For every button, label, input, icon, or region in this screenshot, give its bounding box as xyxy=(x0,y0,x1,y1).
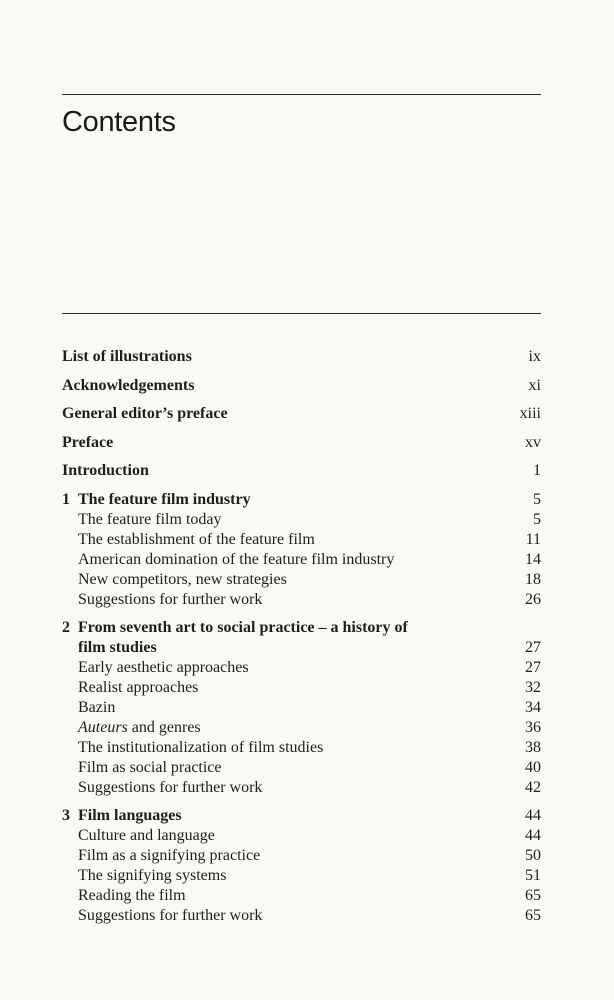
toc-entry-introduction xyxy=(62,461,541,490)
top-rule xyxy=(62,94,541,95)
section-title: Suggestions for further work xyxy=(78,906,263,924)
toc-section xyxy=(62,758,541,778)
section-page: 34 xyxy=(525,698,541,716)
chapter-3-heading xyxy=(62,806,541,826)
section-title: The feature film today xyxy=(78,510,222,528)
toc-entry-page: 1 xyxy=(533,462,541,479)
toc-section xyxy=(62,698,541,718)
table-of-contents xyxy=(62,347,541,926)
chapter-2-heading-line1 xyxy=(62,618,541,638)
section-page: 32 xyxy=(525,678,541,696)
section-title: Bazin xyxy=(78,698,116,716)
section-page: 26 xyxy=(525,590,541,608)
section-title: Film as a signifying practice xyxy=(78,846,261,864)
section-page: 44 xyxy=(525,826,541,844)
divider-rule xyxy=(62,313,541,314)
toc-entry-acknowledgements xyxy=(62,376,541,405)
toc-section xyxy=(62,866,541,886)
section-title: Reading the film xyxy=(78,886,186,904)
section-page: 27 xyxy=(525,658,541,676)
section-page: 50 xyxy=(525,846,541,864)
section-page: 65 xyxy=(525,886,541,904)
toc-section xyxy=(62,738,541,758)
section-title: Early aesthetic approaches xyxy=(78,658,249,676)
section-title: Suggestions for further work xyxy=(78,590,263,608)
toc-entry-preface xyxy=(62,433,541,462)
section-page: 36 xyxy=(525,718,541,736)
toc-entry-title: Acknowledgements xyxy=(62,376,195,394)
toc-section xyxy=(62,778,541,798)
section-page: 14 xyxy=(525,550,541,568)
toc-section xyxy=(62,678,541,698)
toc-section xyxy=(62,570,541,590)
toc-entry-page: xv xyxy=(525,433,541,451)
section-page: 51 xyxy=(525,866,541,884)
section-title-italic: Auteurs xyxy=(78,718,128,736)
toc-section xyxy=(62,826,541,846)
chapter-page: 27 xyxy=(525,638,541,656)
chapter-title: Film languages xyxy=(78,806,182,824)
section-page: 65 xyxy=(525,906,541,924)
section-page: 40 xyxy=(525,758,541,776)
section-title: New competitors, new strategies xyxy=(78,570,287,588)
section-title: The signifying systems xyxy=(78,866,227,884)
section-page: 5 xyxy=(533,510,541,528)
section-page: 38 xyxy=(525,738,541,756)
section-title: American domination of the feature film industry xyxy=(78,550,395,568)
toc-entry-title: Introduction xyxy=(62,462,149,479)
chapter-number: 1 xyxy=(62,490,70,508)
toc-entry-title: Preface xyxy=(62,433,114,451)
toc-entry-page: ix xyxy=(528,348,541,365)
toc-section xyxy=(62,846,541,866)
chapter-title: From seventh art to social practice – a history of xyxy=(78,618,408,636)
toc-entry-general-editors-preface xyxy=(62,404,541,433)
toc-section xyxy=(62,530,541,550)
chapter-1-heading xyxy=(62,490,541,510)
chapter-title-continued: film studies xyxy=(78,638,157,656)
toc-entry-title: List of illustrations xyxy=(62,348,192,365)
section-page: 11 xyxy=(525,530,541,548)
chapter-number: 3 xyxy=(62,806,70,824)
section-title: Culture and language xyxy=(78,826,215,844)
toc-entry-page: xiii xyxy=(519,405,541,422)
chapter-page: 44 xyxy=(525,806,541,824)
section-title: Realist approaches xyxy=(78,678,199,696)
section-page: 42 xyxy=(525,778,541,796)
section-title: The institutionalization of film studies xyxy=(78,738,324,756)
toc-section xyxy=(62,658,541,678)
section-title: Film as social practice xyxy=(78,758,222,776)
section-title: Suggestions for further work xyxy=(78,778,263,796)
section-title: The establishment of the feature film xyxy=(78,530,315,548)
chapter-2-heading-line2 xyxy=(62,638,541,658)
toc-entry-illustrations xyxy=(62,347,541,376)
toc-section xyxy=(62,510,541,530)
toc-entry-title: General editor’s preface xyxy=(62,405,228,422)
toc-section xyxy=(62,718,541,738)
toc-section xyxy=(62,550,541,570)
toc-section xyxy=(62,590,541,610)
toc-section xyxy=(62,906,541,926)
chapter-number: 2 xyxy=(62,618,70,636)
page-title: Contents xyxy=(62,106,176,138)
section-page: 18 xyxy=(525,570,541,588)
section-title: and genres xyxy=(127,718,201,736)
chapter-title: The feature film industry xyxy=(78,490,251,508)
toc-entry-page: xi xyxy=(528,376,541,394)
toc-section xyxy=(62,886,541,906)
chapter-page: 5 xyxy=(533,490,541,508)
